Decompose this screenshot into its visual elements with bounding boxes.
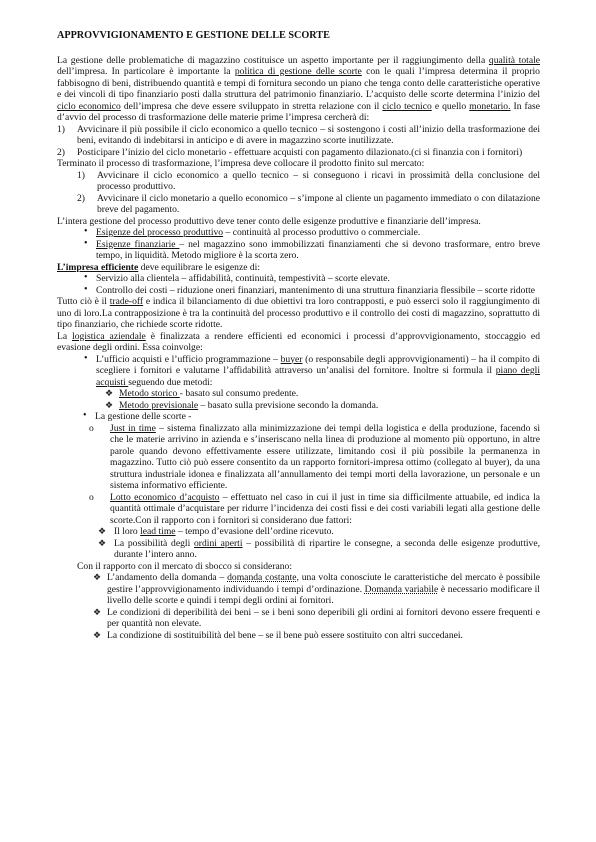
list-number: 1): [77, 169, 85, 181]
text: La possibilità degli: [114, 537, 194, 549]
diamond-bullet-icon: ❖: [105, 388, 114, 398]
underlined-term: logistica aziendale: [72, 330, 146, 342]
paragraph: Terminato il processo di trasformazione, l’impresa deve collocare il prodotto finito sul mercato:: [57, 158, 425, 169]
bullet-item: [57, 239, 540, 262]
underlined-term: ciclo tecnico: [382, 100, 432, 112]
intro-paragraph: [57, 55, 540, 124]
sub-item: [57, 423, 540, 492]
underlined-term: Esigenze finanziarie: [96, 238, 180, 250]
text: Tutto ciò è il: [57, 296, 110, 307]
text: (o responsabile degli approvvigionamenti) – ha il compito di scegliere i fornitori e valutarne l’affidabilità attraverso un’analisi del fornitore. Inoltre si formula il: [96, 353, 540, 376]
text: dell’impresa. In particolare è importante la: [57, 66, 235, 77]
underlined-term: domanda costante: [227, 572, 297, 583]
text: In fase d’avvio del processo di trasformazione delle materie prime l’impresa cercherà di:: [57, 100, 541, 123]
text: – basato sulla previsione secondo la domanda.: [198, 399, 379, 411]
paragraph: [57, 262, 540, 274]
list-number: 2): [57, 146, 65, 158]
bullet-item: [57, 227, 540, 239]
list-item: [57, 124, 540, 147]
bullet-icon: •: [84, 237, 88, 249]
bullet-text: Controllo dei costi – riduzione oneri finanziari, mantenimento di una struttura finanziaria flessibile – scorte ridotte: [96, 284, 536, 296]
underlined-term: qualità totale: [488, 54, 540, 66]
text: – possibilità di ripartire le consegne, a seconda delle esigenze produttive, durante l’intero anno.: [114, 537, 541, 560]
underlined-term: Esigenze del processo produttivo: [96, 227, 224, 238]
paragraph: L’intera gestione del processo produttivo deve tener conto delle esigenze produttive e finanziarie dell’impresa.: [57, 215, 481, 227]
underlined-term: lead time: [140, 526, 176, 537]
text: seguendo due metodi:: [128, 376, 213, 388]
text: , una volta conosciute le caratteristiche del mercato è possibile gestire l’approvvigionamento individuando i tempi d’ordinazione.: [107, 572, 541, 595]
underlined-term: trade-off: [109, 296, 144, 307]
underlined-term: ordini aperti: [194, 537, 243, 549]
text: L’andamento della domanda –: [107, 572, 228, 583]
diamond-bullet-icon: ❖: [98, 526, 107, 536]
diamond-bullet-icon: ❖: [93, 572, 102, 582]
underlined-term: politica di gestione delle scorte: [234, 66, 362, 77]
bullet-item: [57, 273, 540, 285]
bullet-icon: •: [84, 352, 88, 364]
list-item-text: Posticipare l’inizio del ciclo monetario - effettuare acquisti con pagamento dilazionato.(ci si finanzia con i fornitori): [77, 146, 523, 158]
text: La condizione di sostituibilità del bene – se il bene può essere sostituito con altri succedanei.: [107, 629, 463, 641]
underlined-term: Domanda variabile: [364, 583, 439, 595]
diamond-item: [57, 630, 540, 642]
list-item-text: Avvicinare il ciclo monetario a quello economico – s’impone al cliente un pagamento immediato o con dilatazione breve del pagamento.: [97, 192, 540, 215]
list-item: [57, 193, 540, 216]
bullet-text: Servizio alla clientela – affidabilità, continuità, tempestività – scorte elevate.: [96, 273, 390, 284]
bullet-icon: •: [84, 283, 88, 295]
sub-item: [57, 492, 540, 527]
page-title: APPROVVIGIONAMENTO E GESTIONE DELLE SCORTE: [57, 30, 330, 41]
diamond-bullet-icon: ❖: [105, 399, 114, 410]
list-item: [57, 147, 540, 159]
diamond-item: [57, 526, 540, 538]
list-item-text: Avvicinare il ciclo economico a quello tecnico – si conseguono i ricavi in prossimità della conclusione del processo produttivo.: [97, 169, 540, 192]
text: La: [57, 330, 73, 342]
text: e indica il bilanciamento di due obiettivi tra loro contrapposti, e può esserci solo il raggiungimento di uno di loro.La contrapposizione è tra la continuità del processo produttivo e il controllo dei costi di magazzino, soprattutto di tipo finanziario, che richiede scorte ridotte.: [57, 296, 540, 330]
paragraph: [57, 331, 540, 354]
bullet-item: [57, 411, 540, 423]
diamond-bullet-icon: ❖: [93, 606, 102, 617]
underlined-term: piano degli acquisti: [96, 365, 540, 388]
text: e quello: [431, 100, 470, 112]
text: Il loro: [114, 526, 141, 537]
list-item: [57, 170, 540, 193]
text: - basato sul consumo predente.: [179, 388, 299, 399]
circle-bullet-icon: o: [89, 491, 94, 503]
bullet-item: [57, 285, 540, 297]
text: L’ufficio acquisti e l’ufficio programmazione –: [96, 353, 281, 365]
text: è necessario modificare il livello delle scorte e quindi i tempi degli ordini ai fornitori.: [107, 583, 540, 606]
diamond-bullet-icon: ❖: [98, 537, 107, 548]
diamond-item: [57, 607, 540, 630]
underlined-term: Just in time: [110, 422, 156, 434]
underlined-term: Lotto economico d’acquisto: [110, 491, 220, 503]
bullet-item: [57, 354, 540, 389]
text: La gestione delle problematiche di magazzino costituisce un aspetto importante per il raggiungimento della: [57, 54, 489, 66]
list-number: 1): [57, 123, 65, 135]
diamond-item: [57, 538, 540, 561]
bullet-icon: •: [84, 272, 88, 283]
diamond-item: [57, 572, 540, 607]
text: Le condizioni di deperibilità dei beni – se i beni sono deperibili gli ordini ai fornitori devono essere frequenti e per quantità non elevate.: [107, 606, 540, 629]
text: – effettuato nel caso in cui il just in time sia difficilmente attuabile, ed indica la quantità ottimale d’acquistare per ridurre l’incidenza dei costi fissi e dei costi variabili legati alla gestione delle scorte.Con il rapporto con i fornitori si considerano due fattori:: [110, 491, 540, 526]
document-page: [57, 30, 540, 641]
underlined-term: monetario.: [469, 100, 511, 112]
text: con le quali l’impresa determina il proprio fabbisogno di beni, distribuendo quantità e tempi di fornitura secondo un piano che tenga conto delle caratteristiche operative e dei vincoli di tipo finanziario posti dalla struttura del patrimonio finanziario. L’acquisto delle scorte determina l’inizio del: [57, 66, 540, 100]
circle-bullet-icon: o: [89, 422, 94, 434]
diamond-item: [57, 400, 540, 412]
list-item-text: Avvicinare il più possibile il ciclo economico a quello tecnico – si sostengono i costi all’inizio della trasformazione dei beni, evitando di indebitarsi in anticipo e di avere in magazzino scorte inutilizzate.: [77, 123, 540, 146]
text: è finalizzata a rendere efficienti ed economici i processi d’approvvigionamento, stoccaggio ed evasione degli ordini. Essa coinvolge:: [57, 330, 540, 353]
bullet-icon: •: [83, 410, 87, 421]
list-number: 2): [77, 192, 85, 204]
underlined-term: Metodo storico: [119, 388, 180, 399]
text: deve equilibrare le esigenze di:: [138, 261, 260, 273]
paragraph: [57, 296, 540, 331]
bullet-icon: •: [84, 226, 88, 237]
text: – sistema finalizzato alla minimizzazione dei tempi della logistica e della produzione, facendo sì che le materie arrivino in azienda e s’inseriscano nella linea di produzione al momento più opportuno, in altre parole quando devono effettivamente essere utilizzate, limitando così il più possibile la permanenza in magazzino. Tutto ciò può essere consentito da un rapporto fornitori-impresa ottimo (collegato al buyer), da una struttura industriale idonea e finalizzata all’annullamento dei tempi morti della lavorazione, un personale e un sistema informativo efficiente.: [110, 422, 540, 491]
diamond-bullet-icon: ❖: [93, 629, 102, 640]
diamond-item: [57, 388, 540, 400]
underlined-term: Metodo previsionale: [119, 399, 199, 411]
bullet-text: La gestione delle scorte -: [95, 411, 192, 422]
bullet-text: – nel magazzino sono immobilizzati finanziamenti che si devono trasformare, entro breve tempo, in liquidità. Metodo migliore è la scorta zero.: [96, 238, 541, 261]
bullet-text: – continuità al processo produttivo o commerciale.: [223, 227, 421, 238]
underlined-term: ciclo economico: [57, 100, 121, 112]
text: dell’impresa che deve essere sviluppato in stretta relazione con il: [120, 100, 383, 112]
bold-term: L’impresa efficiente: [57, 261, 139, 273]
underlined-term: buyer: [280, 353, 303, 365]
paragraph: Con il rapporto con il mercato di sbocco si considerano:: [77, 560, 293, 572]
text: – tempo d’evasione dell’ordine ricevuto.: [175, 526, 334, 537]
